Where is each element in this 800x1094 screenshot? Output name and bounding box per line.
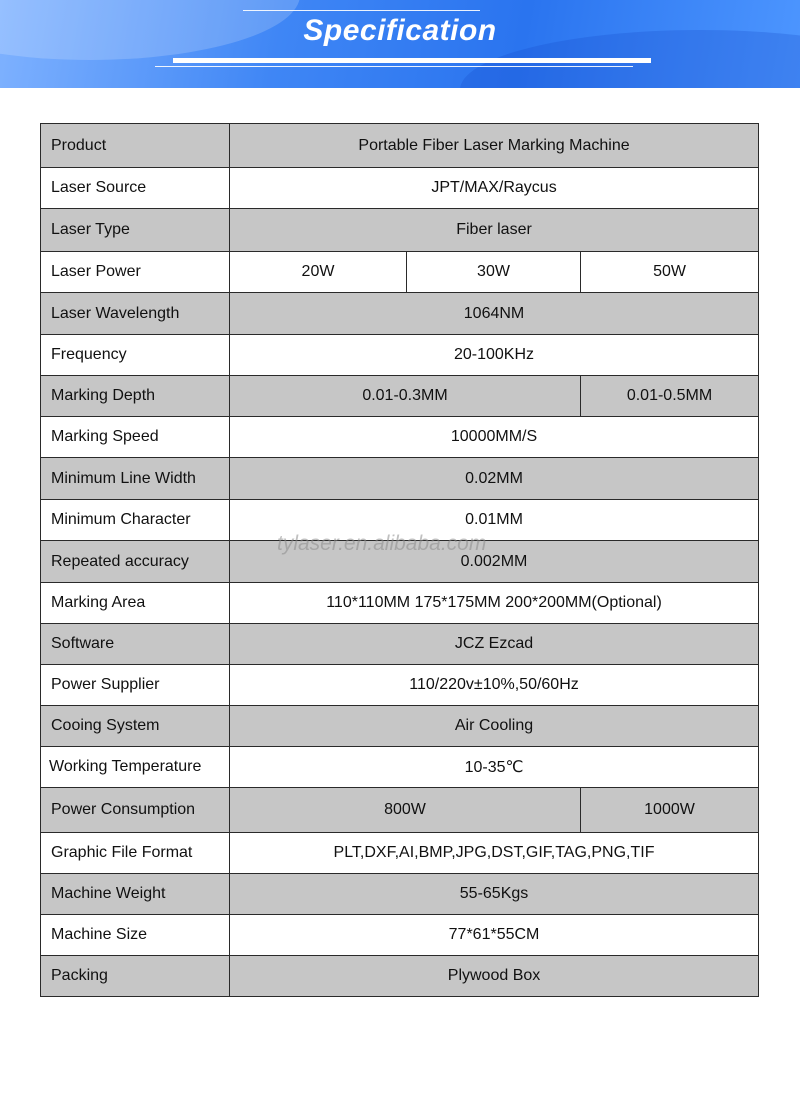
table-row (41, 833, 759, 874)
watermark: tylaser.en.alibaba.com (277, 532, 487, 555)
row-label: Minimum Character (41, 500, 230, 541)
row-label: Marking Speed (41, 417, 230, 458)
row-value: 55-65Kgs (230, 874, 759, 915)
row-value: Plywood Box (230, 956, 759, 997)
table-row (41, 747, 759, 788)
row-value: 800W (230, 788, 581, 833)
row-value: JCZ Ezcad (230, 624, 759, 665)
table-row (41, 665, 759, 706)
row-label: Marking Area (41, 583, 230, 624)
table-row (41, 915, 759, 956)
row-value: 77*61*55CM (230, 915, 759, 956)
row-value: 10000MM/S (230, 417, 759, 458)
row-label: Cooing System (41, 706, 230, 747)
table-row (41, 376, 759, 417)
row-value: 110/220v±10%,50/60Hz (230, 665, 759, 706)
row-label: Frequency (41, 335, 230, 376)
row-label: Laser Type (41, 209, 230, 252)
page-title: Specification (303, 14, 497, 47)
table-row (41, 335, 759, 376)
table-row (41, 252, 759, 293)
row-label: Machine Size (41, 915, 230, 956)
row-label: Software (41, 624, 230, 665)
header-banner (0, 0, 800, 88)
row-value: Portable Fiber Laser Marking Machine (230, 124, 759, 168)
row-label: Graphic File Format (41, 833, 230, 874)
row-value: PLT,DXF,AI,BMP,JPG,DST,GIF,TAG,PNG,TIF (230, 833, 759, 874)
row-label: Product (41, 124, 230, 168)
table-row (41, 624, 759, 665)
row-label: Laser Power (41, 252, 230, 293)
decorative-line (243, 10, 480, 11)
row-value: Air Cooling (230, 706, 759, 747)
row-value: 110*110MM 175*175MM 200*200MM(Optional) (230, 583, 759, 624)
table-row (41, 417, 759, 458)
row-label: Marking Depth (41, 376, 230, 417)
row-label: Minimum Line Width (41, 458, 230, 500)
decorative-line (155, 66, 633, 67)
row-label: Machine Weight (41, 874, 230, 915)
row-label: Packing (41, 956, 230, 997)
row-label: Laser Source (41, 168, 230, 209)
row-value: 0.002MM (230, 541, 759, 583)
decorative-line (173, 58, 651, 63)
row-value: 0.01-0.5MM (581, 376, 759, 417)
row-value: 1000W (581, 788, 759, 833)
row-label: Power Supplier (41, 665, 230, 706)
row-value: 50W (581, 252, 759, 293)
row-value: 0.01-0.3MM (230, 376, 581, 417)
table-row (41, 706, 759, 747)
row-value: Fiber laser (230, 209, 759, 252)
row-value: 0.02MM (230, 458, 759, 500)
row-value: 10-35℃ (230, 747, 759, 788)
row-value: JPT/MAX/Raycus (230, 168, 759, 209)
table-row (41, 293, 759, 335)
table-row (41, 458, 759, 500)
table-row (41, 956, 759, 997)
row-value: 20W (230, 252, 407, 293)
table-row (41, 583, 759, 624)
row-label: Power Consumption (41, 788, 230, 833)
row-label: Repeated accuracy (41, 541, 230, 583)
table-row (41, 124, 759, 168)
row-label: Laser Wavelength (41, 293, 230, 335)
table-row (41, 788, 759, 833)
table-row (41, 168, 759, 209)
table-row (41, 209, 759, 252)
row-value: 0.01MM (230, 500, 759, 541)
row-value: 20-100KHz (230, 335, 759, 376)
specification-table (40, 123, 759, 997)
table-row (41, 874, 759, 915)
row-value: 30W (407, 252, 581, 293)
row-label: Working Temperature (41, 747, 230, 788)
row-value: 1064NM (230, 293, 759, 335)
